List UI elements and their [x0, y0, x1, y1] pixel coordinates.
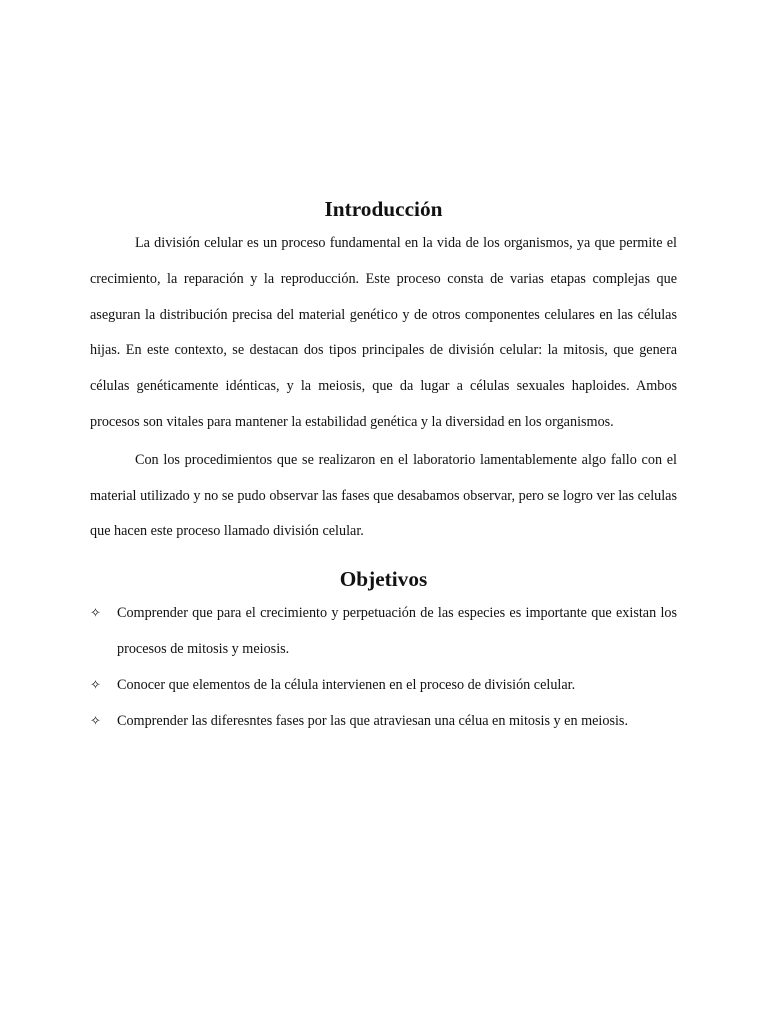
- objective-text: Comprender que para el crecimiento y perpetuación de las especies es importante que existan los procesos de mitosis y meiosis.: [117, 605, 677, 657]
- objectives-list: [90, 596, 677, 739]
- introduction-heading: Introducción: [324, 197, 443, 221]
- star-bullet-icon: ✧: [90, 606, 101, 622]
- objective-item: [90, 668, 677, 704]
- introduction-paragraph-2: Con los procedimientos que se realizaron en el laboratorio lamentablemente algo fallo con el material utilizado y no se pudo observar las fases que desabamos observar, pero se logro ver las celulas que hacen este proceso llamado división celular.: [90, 451, 677, 540]
- star-bullet-icon: ✧: [90, 677, 101, 693]
- objective-item: [90, 704, 677, 740]
- objectives-heading: Objetivos: [339, 567, 428, 592]
- document-body: [90, 196, 677, 739]
- star-bullet-icon: ✧: [90, 713, 101, 729]
- introduction-paragraph-1: La división celular es un proceso fundamental en la vida de los organismos, ya que permite el crecimiento, la reparación y la reproducción. Este proceso consta de varias etapas complejas que aseguran la distribución precisa del material genético y de otros componentes celulares en las células hijas. En este contexto, se destacan dos tipos principales de división celular: la mitosis, que genera células genéticamente idénticas, y la meiosis, que da lugar a células sexuales haploides. Ambos procesos son vitales para mantener la estabilidad genética y la diversidad en los organismos.: [90, 235, 677, 430]
- objective-text: Comprender las diferesntes fases por las que atraviesan una célua en mitosis y en meiosis.: [117, 712, 628, 729]
- objective-item: [90, 596, 677, 668]
- objective-text: Conocer que elementos de la célula intervienen en el proceso de división celular.: [117, 676, 576, 693]
